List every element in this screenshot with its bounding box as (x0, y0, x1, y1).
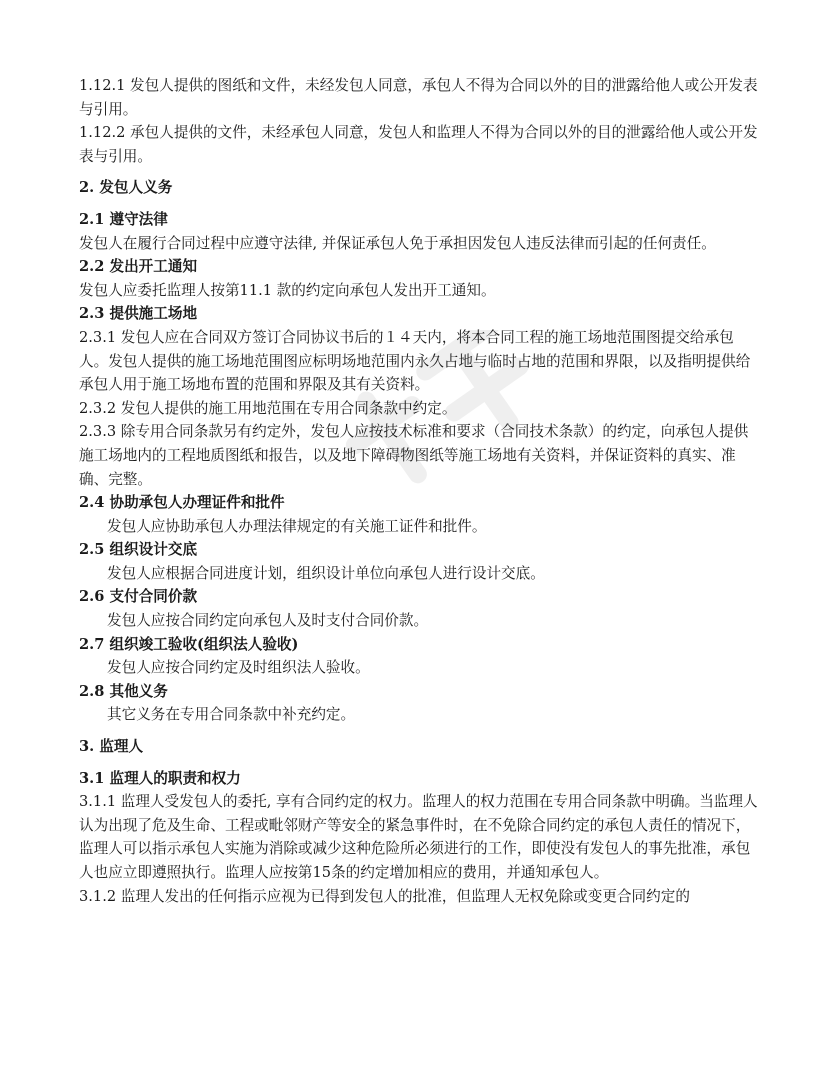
subsection-heading: 2.8 其他义务 (79, 682, 168, 700)
paragraph: 其它义务在专用合同条款中补充约定。 (107, 706, 356, 724)
paragraph: 2.3.3 除专用合同条款另有约定外，发包人应按技术标准和要求（合同技术条款）的约定，向承包人提供施工场地内的工程地质图纸和报告，以及地下障碍物图纸等施工场地有关资料，并保证资料的真实、准确、完整。 (79, 423, 749, 488)
paragraph: 1.12.2 承包人提供的文件，未经承包人同意，发包人和监理人不得为合同以外的目的泄露给他人或公开发表与引用。 (79, 124, 758, 165)
paragraph: 3.1.1 监理人受发包人的委托, 享有合同约定的权力。监理人的权力范围在专用合同条款中明确。当监理人认为出现了危及生命、工程或毗邻财产等安全的紧急事件时，在不免除合同约定的承包人责任的情况下，监理人可以指示承包人实施为消除或减少这种危险所必须进行的工作，即使没有发包人的事先批准，承包人也应立即遵照执行。监理人应按第15条的约定增加相应的费用，并通知承包人。 (79, 793, 758, 881)
paragraph: 2.3.2 发包人提供的施工用地范围在专用合同条款中约定。 (79, 399, 457, 417)
subsection-heading: 2.2 发出开工通知 (79, 258, 198, 276)
section-heading: 2. 发包人义务 (79, 179, 173, 197)
subsection-heading: 2.5 组织设计交底 (79, 541, 198, 559)
paragraph: 发包人应按合同约定及时组织法人验收。 (107, 659, 370, 677)
paragraph: 1.12.1 发包人提供的图纸和文件，未经发包人同意，承包人不得为合同以外的目的泄露给他人或公开发表与引用。 (79, 77, 758, 118)
subsection-heading: 3.1 监理人的职责和权力 (79, 769, 241, 787)
subsection-heading: 2.1 遵守法律 (79, 210, 168, 228)
subsection-heading: 2.3 提供施工场地 (79, 305, 198, 323)
paragraph: 2.3.1 发包人应在合同双方签订合同协议书后的１４天内，将本合同工程的施工场地范围图提交给承包人。发包人提供的施工场地范围图应标明场地范围内永久占地与临时占地的范围和界限，以及指明提供给承包人用于施工场地布置的范围和界限及其有关资料。 (79, 328, 751, 394)
subsection-heading: 2.6 支付合同价款 (79, 588, 198, 606)
paragraph: 发包人应按合同约定向承包人及时支付合同价款。 (107, 612, 429, 630)
section-heading: 3. 监理人 (79, 738, 144, 756)
subsection-heading: 2.4 协助承包人办理证件和批件 (79, 494, 285, 512)
paragraph: 发包人应委托监理人按第11.1 款的约定向承包人发出开工通知。 (79, 281, 496, 299)
paragraph: 发包人应根据合同进度计划，组织设计单位向承包人进行设计交底。 (107, 564, 545, 582)
document-page (79, 74, 759, 908)
paragraph: 3.1.2 监理人发出的任何指示应视为已得到发包人的批准，但监理人无权免除或变更合同约定的 (79, 887, 690, 905)
subsection-heading: 2.7 组织竣工验收(组织法人验收) (79, 635, 299, 653)
paragraph: 发包人在履行合同过程中应遵守法律, 并保证承包人免于承担因发包人违反法律而引起的任何责任。 (79, 234, 716, 252)
paragraph: 发包人应协助承包人办理法律规定的有关施工证件和批件。 (107, 517, 487, 535)
